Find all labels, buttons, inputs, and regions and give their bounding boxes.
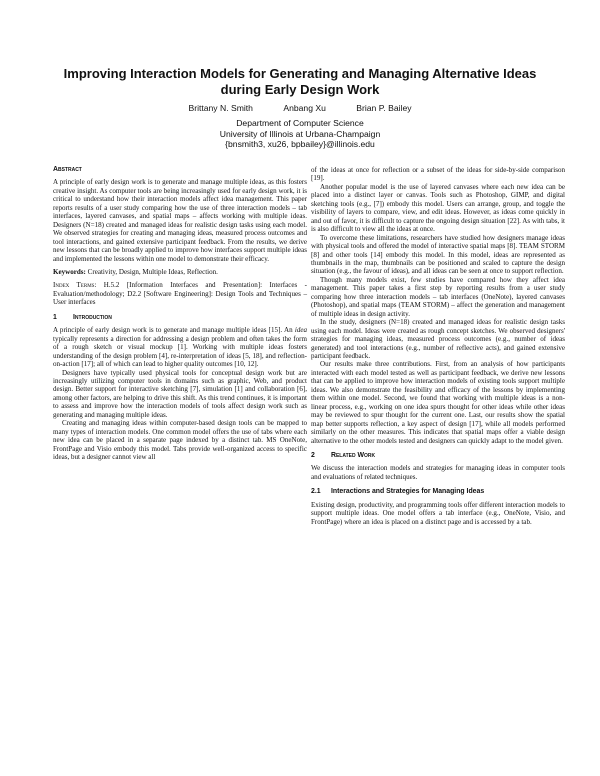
section-number: 2 [311, 451, 315, 459]
text-run: A principle of early design work is to generate and manage multiple ideas [15]. An [53, 326, 295, 335]
body-paragraph: Another popular model is the use of layered canvases where each new idea can be placed into a distinct layer or canvas. Tools such as Photoshop, GIMP, and digital sketching tools (e.g., [7]) embody this model. Users can arrange, group, and toggle the visibility of layers to compare, view, and edit ideas. However, as ideas come quickly in and out of favor, it is difficult to capture the ongoing design situation [22]. As with tabs, it is also difficult to view all the ideas at once. [311, 182, 565, 234]
author-name: Anbang Xu [283, 103, 326, 113]
body-paragraph: Though many models exist, few studies have compared how they affect idea management. This paper takes a first step by reporting results from a user study comparing how three interaction models – tab interfaces (OneNote), layered canvases (Photoshop), and spatial maps (TEAM STORM) – affect the generation and management of multiple ideas in design activity. [311, 275, 565, 318]
paper-header [0, 66, 600, 150]
index-terms [53, 281, 307, 306]
affiliation-univ: University of Illinois at Urbana-Champaign [219, 128, 381, 139]
affiliation-dept: Department of Computer Science [236, 118, 364, 128]
body-paragraph: of the ideas at once for reflection or a subset of the ideas for side-by-side comparison [19]. [311, 166, 565, 183]
intro-paragraph-1 [53, 326, 307, 368]
keywords-label: Keywords: [53, 267, 86, 276]
subsection-text: Existing design, productivity, and programming tools offer different interaction models to support multiple ideas. One model offers a tab interface (e.g., OneNote, Visio, and FrontPage) where an idea is placed on a distinct page and is accessed by a tab. [311, 500, 565, 526]
section-number: 1 [53, 313, 57, 321]
intro-paragraph-3: Creating and managing ideas within computer-based design tools can be mapped to many types of interaction models. One common model offers the use of tabs where each new idea can be placed in a separate page indexed by a distinct tab. MS OneNote, FrontPage and Visio embody this model. Tabs provide well-organized access to specific ideas, but a designer cannot view all [53, 419, 307, 462]
subsection-number: 2.1 [311, 488, 321, 496]
author-list [0, 103, 600, 113]
paper-title: Improving Interaction Models for Generating and Managing Alternative Ideas during Early Design Work [63, 66, 537, 97]
text-run: typically represents a direction for addressing a design problem and often takes the form of a rough sketch or visual mockup [1]. Working with multiple ideas fosters understanding of the design problem [4], re-interpretation of ideas [5, 18], and reflection-on-action [17]; all of which can lead to higher quality outcomes [10, 12]. [53, 334, 307, 369]
author-name: Brittany N. Smith [188, 103, 253, 113]
right-column [311, 166, 565, 526]
emphasis-idea: idea [294, 326, 307, 335]
subsection-title: Interactions and Strategies for Managing Ideas [331, 488, 485, 496]
intro-paragraph-2: Designers have typically used physical tools for conceptual design work but are increasingly utilizing computer tools in domains such as graphic, Web, and product design. Better support for interactive sketching [7], simulation [1] and collaboration [6], among other factors, are helping to drive this shift. As this trend continues, it is important to assess and improve how the interaction models of tools affect design work such as generating and managing multiple ideas. [53, 368, 307, 419]
keywords-text: Creativity, Design, Multiple Ideas, Reflection. [87, 267, 218, 276]
affiliation-emails: {bnsmith3, xu26, bpbailey}@illinois.edu [225, 139, 375, 149]
intro-heading [53, 314, 307, 322]
index-terms-text: H.5.2 [Information Interfaces and Presentation]: Interfaces - Evaluation/methodology; D2.2 [Software Engineering]: Design Tools and Techniques – User interfaces [53, 281, 307, 307]
subsection-heading [311, 488, 565, 496]
author-name: Brian P. Bailey [356, 103, 412, 113]
left-column [53, 166, 307, 462]
index-terms-label: Index Terms: [53, 281, 97, 290]
keywords [53, 268, 307, 276]
body-paragraph: Our results make three contributions. First, from an analysis of how participants interacted with each model tested as well as participant feedback, we derive new lessons that can be applied to improve how interaction models of existing tools support multiple ideas. We also demonstrate the feasibility and efficacy of the lessons by implementing them within one model. Second, we found that working with multiple ideas is a non-linear process, e.g., working on one idea spurs thought for other ideas while other ideas may be reviewed to spur thought for the current one. Last, our results show the spatial map better supports reflection, a key aspect of design [17], while all models performed similarly on the other measures. This indicates that spatial maps offer a viable design alternative to the other models tested and designers can quickly adapt to the model given. [311, 360, 565, 445]
related-work-heading [311, 452, 565, 460]
body-paragraph: To overcome these limitations, researchers have studied how designers manage ideas with physical tools and offered the model of interactive spatial maps [8]. TEAM STORM [8] and other tools [14] embody this model. In this model, ideas are represented as thumbnails in the map, thumbnails can be positioned and scaled to capture the design situation (e.g., the favour of ideas), and all ideas can be seen at once to support reflection. [311, 233, 565, 276]
abstract-text: A principle of early design work is to generate and manage multiple ideas, as this fosters creative insight. As computer tools are being increasingly used for early design work, it is critical to understand how their interaction models affect idea management. This paper reports results of a user study comparing how the use of three interaction models – tab interfaces, layered canvases, and spatial maps – affects working with multiple ideas. Designers (N=18) created and managed ideas for realistic design tasks using each model. We observed strategies for creating and managing ideas, measured process outcomes and tool interactions, and gained extensive participant feedback. From the results, we derive new lessons that can be broadly applied to improve how interfaces support multiple ideas and implemented the lessons within one model to demonstrate their efficacy. [53, 178, 307, 263]
section-title: Introduction [73, 313, 112, 321]
abstract-heading: Abstract [53, 166, 82, 173]
body-paragraph: In the study, designers (N=18) created and managed ideas for realistic design tasks using each model. Ideas were created as rough concept sketches. We observed designers' strategies for managing ideas, measured process outcomes (e.g., number of ideas generated) and tool interactions (e.g., number of reflective acts), and gained extensive participant feedback. [311, 318, 565, 360]
section-title: Related Work [331, 451, 376, 459]
related-work-text: We discuss the interaction models and strategies for managing ideas in computer tools and evaluations of related techniques. [311, 464, 565, 481]
affiliation [0, 118, 600, 150]
